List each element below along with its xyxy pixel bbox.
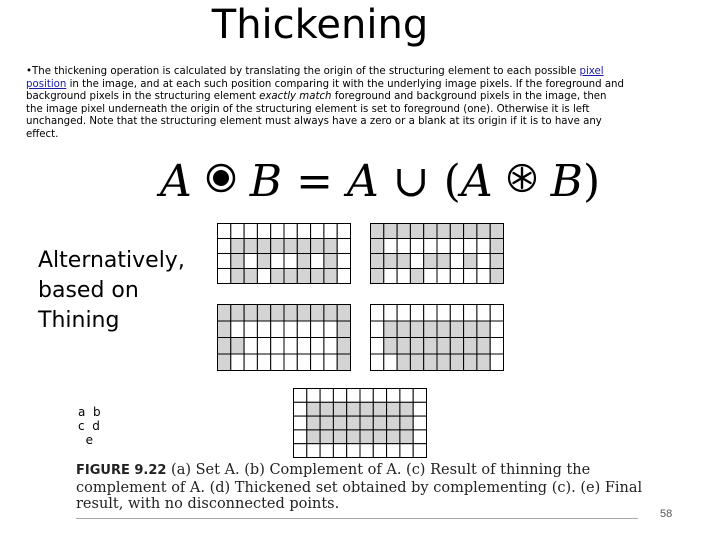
grid-cell: [424, 239, 437, 254]
grid-cell: [244, 254, 257, 269]
grid-cell: [477, 269, 490, 284]
label-a: a: [78, 405, 86, 419]
grid-cell: [373, 444, 386, 458]
grid-cell: [400, 430, 413, 444]
grid-cell: [244, 239, 257, 254]
figure-label-block: [78, 405, 101, 447]
grid-cell: [324, 305, 337, 322]
grid-cell: [337, 338, 350, 355]
thickening-formula: [160, 156, 600, 210]
grid-cell: [307, 444, 320, 458]
grid-cell: [371, 269, 384, 284]
grid-cell: [231, 224, 244, 239]
grid-cell: [490, 239, 503, 254]
grid-cell: [231, 338, 244, 355]
grid-cell: [231, 254, 244, 269]
grid-cell: [424, 224, 437, 239]
grid-a: [217, 223, 351, 284]
grid-cell: [324, 321, 337, 338]
grid-cell: [337, 354, 350, 371]
grid-cell: [437, 269, 450, 284]
grid-cell: [384, 321, 397, 338]
grid-c: [217, 304, 351, 371]
grid-cell: [410, 321, 423, 338]
grid-cell: [384, 305, 397, 322]
grid-cell: [347, 444, 360, 458]
grid-cell: [450, 224, 463, 239]
grid-cell: [464, 338, 477, 355]
exact-match-emphasis: exactly match: [259, 91, 332, 103]
grid-cell: [284, 321, 297, 338]
grid-cell: [257, 269, 270, 284]
grid-cell: [271, 354, 284, 371]
formula-b2: B: [550, 156, 583, 207]
grid-cell: [424, 354, 437, 371]
grid-cell: [284, 305, 297, 322]
grid-cell: [413, 430, 426, 444]
grid-cell: [347, 430, 360, 444]
grid-cell: [400, 444, 413, 458]
formula-a2: A: [347, 156, 379, 207]
grid-cell: [450, 354, 463, 371]
formula-b1: B: [249, 156, 283, 207]
grid-cell: [231, 269, 244, 284]
grid-cell: [333, 444, 346, 458]
grid-cell: [297, 224, 310, 239]
grid-cell: [347, 416, 360, 430]
paragraph-part-1: •The thickening operation is calculated by translating the origin of the structuring element to each possible: [26, 66, 580, 77]
grid-cell: [271, 305, 284, 322]
grid-d: [370, 304, 504, 371]
grid-cell: [410, 338, 423, 355]
grid-cell: [297, 321, 310, 338]
grid-cell: [257, 254, 270, 269]
label-d: d: [92, 419, 100, 433]
grid-cell: [387, 444, 400, 458]
grid-cell: [464, 321, 477, 338]
grid-cell: [320, 416, 333, 430]
formula-right-paren: ): [582, 156, 601, 207]
grid-cell: [450, 321, 463, 338]
grid-cell: [307, 389, 320, 403]
grid-cell: [373, 389, 386, 403]
grid-cell: [244, 354, 257, 371]
grid-cell: [477, 239, 490, 254]
grid-cell: [294, 402, 307, 416]
page-number: 58: [660, 508, 673, 520]
grid-cell: [297, 239, 310, 254]
grid-cell: [397, 354, 410, 371]
grid-cell: [384, 239, 397, 254]
grid-cell: [397, 239, 410, 254]
grid-cell: [284, 269, 297, 284]
grid-cell: [477, 354, 490, 371]
grid-cell: [337, 269, 350, 284]
grid-cell: [490, 254, 503, 269]
grid-cell: [311, 254, 324, 269]
grid-cell: [347, 389, 360, 403]
grid-cell: [244, 321, 257, 338]
grid-cell: [311, 239, 324, 254]
grid-cell: [384, 354, 397, 371]
grid-cell: [400, 389, 413, 403]
grid-cell: [284, 338, 297, 355]
grid-cell: [297, 254, 310, 269]
grid-cell: [371, 254, 384, 269]
alt-line-1: Alternatively,: [38, 248, 185, 273]
grid-cell: [477, 305, 490, 322]
grid-cell: [337, 239, 350, 254]
alternative-note: [38, 246, 185, 336]
alt-line-2: based on: [38, 278, 139, 303]
grid-cell: [218, 305, 231, 322]
grid-cell: [324, 224, 337, 239]
grid-cell: [437, 254, 450, 269]
grid-cell: [437, 305, 450, 322]
grid-cell: [324, 269, 337, 284]
formula-a3: A: [460, 156, 493, 207]
grid-cell: [437, 354, 450, 371]
grid-cell: [371, 239, 384, 254]
grid-cell: [410, 305, 423, 322]
slide-title: Thickening: [211, 2, 429, 48]
grid-cell: [311, 321, 324, 338]
grid-cell: [311, 224, 324, 239]
grid-cell: [284, 354, 297, 371]
grid-cell: [231, 239, 244, 254]
grid-cell: [397, 224, 410, 239]
grid-cell: [311, 338, 324, 355]
grid-cell: [413, 389, 426, 403]
grid-e: [293, 388, 427, 458]
grid-cell: [257, 239, 270, 254]
grid-cell: [311, 354, 324, 371]
grid-cell: [490, 338, 503, 355]
grid-cell: [384, 224, 397, 239]
grid-cell: [271, 224, 284, 239]
label-b: b: [93, 405, 101, 419]
label-e: e: [85, 433, 94, 447]
grid-cell: [490, 224, 503, 239]
grid-cell: [244, 224, 257, 239]
grid-cell: [424, 321, 437, 338]
grid-cell: [333, 430, 346, 444]
grid-cell: [244, 269, 257, 284]
grid-cell: [284, 224, 297, 239]
label-c: c: [78, 419, 85, 433]
grid-cell: [360, 416, 373, 430]
grid-cell: [490, 354, 503, 371]
grid-cell: [424, 305, 437, 322]
figure-caption: [76, 462, 646, 513]
grid-cell: [324, 338, 337, 355]
formula-left-paren: (: [443, 156, 461, 207]
grid-cell: [244, 305, 257, 322]
grid-cell: [271, 321, 284, 338]
grid-cell: [437, 321, 450, 338]
grid-cell: [347, 402, 360, 416]
grid-cell: [384, 254, 397, 269]
grid-cell: [311, 269, 324, 284]
grid-cell: [387, 389, 400, 403]
grid-cell: [271, 239, 284, 254]
grid-cell: [257, 338, 270, 355]
grid-cell: [373, 416, 386, 430]
grid-cell: [371, 224, 384, 239]
grid-cell: [360, 402, 373, 416]
grid-cell: [477, 254, 490, 269]
grid-cell: [320, 444, 333, 458]
grid-cell: [360, 430, 373, 444]
grid-cell: [464, 269, 477, 284]
grid-cell: [410, 224, 423, 239]
grid-cell: [410, 254, 423, 269]
grid-cell: [324, 254, 337, 269]
grid-cell: [297, 354, 310, 371]
grid-cell: [410, 354, 423, 371]
grid-cell: [218, 239, 231, 254]
grid-cell: [297, 269, 310, 284]
grid-cell: [371, 354, 384, 371]
grid-cell: [477, 338, 490, 355]
grid-cell: [284, 239, 297, 254]
grid-cell: [284, 254, 297, 269]
grid-cell: [218, 224, 231, 239]
grid-cell: [437, 239, 450, 254]
grid-cell: [257, 305, 270, 322]
formula-union: ∪: [392, 156, 430, 207]
grid-cell: [397, 338, 410, 355]
description-paragraph: [26, 66, 626, 142]
grid-cell: [320, 389, 333, 403]
figure-number: FIGURE 9.22: [76, 463, 167, 478]
grid-cell: [490, 269, 503, 284]
grid-cell: [477, 321, 490, 338]
grid-cell: [373, 402, 386, 416]
grid-cell: [231, 305, 244, 322]
grid-cell: [464, 239, 477, 254]
grid-cell: [384, 338, 397, 355]
grid-cell: [450, 269, 463, 284]
grid-cell: [464, 354, 477, 371]
grid-cell: [333, 402, 346, 416]
grid-cell: [410, 269, 423, 284]
grid-cell: [218, 354, 231, 371]
grid-cell: [333, 416, 346, 430]
grid-cell: [413, 402, 426, 416]
grid-cell: [297, 338, 310, 355]
grid-cell: [387, 402, 400, 416]
grid-cell: [297, 305, 310, 322]
grid-cell: [271, 269, 284, 284]
grid-cell: [311, 305, 324, 322]
grid-cell: [410, 239, 423, 254]
grid-cell: [450, 254, 463, 269]
grid-cell: [294, 430, 307, 444]
grid-cell: [384, 269, 397, 284]
caption-text: (a) Set A. (b) Complement of A. (c) Result of thinning the complement of A. (d) Thickened set obtained by complementing (c). (e) Final result, with no disconnected points.: [76, 462, 643, 512]
grid-cell: [257, 321, 270, 338]
grid-cell: [450, 239, 463, 254]
grid-cell: [371, 305, 384, 322]
grid-cell: [373, 430, 386, 444]
grid-cell: [387, 430, 400, 444]
grid-cell: [490, 305, 503, 322]
paragraph-part-3: foreground and background pixels in the image, then the image pixel underneath the origin of the structuring element is set to foreground (one). Otherwise it is left unchanged. Note that the structuring element must always have a zero or a blank at its origin if it is to have any effect.: [26, 91, 607, 140]
grid-cell: [371, 338, 384, 355]
grid-cell: [337, 254, 350, 269]
grid-cell: [218, 338, 231, 355]
grid-cell: [231, 321, 244, 338]
grid-cell: [307, 402, 320, 416]
grid-cell: [337, 321, 350, 338]
paragraph-part-2: in the image, and at each such position comparing it with the underlying image pixels. If the foreground and background pixels in the structuring element: [26, 78, 624, 103]
grid-cell: [337, 224, 350, 239]
grid-cell: [413, 444, 426, 458]
alt-line-3: Thining: [38, 308, 120, 333]
grid-cell: [218, 321, 231, 338]
grid-cell: [320, 402, 333, 416]
grid-cell: [271, 254, 284, 269]
grid-cell: [397, 321, 410, 338]
grid-cell: [464, 254, 477, 269]
grid-cell: [307, 416, 320, 430]
grid-cell: [360, 444, 373, 458]
grid-cell: [257, 354, 270, 371]
grid-cell: [464, 224, 477, 239]
grid-cell: [371, 321, 384, 338]
grid-cell: [450, 338, 463, 355]
grid-cell: [324, 354, 337, 371]
circle-dot-icon: [206, 153, 236, 204]
grid-cell: [450, 305, 463, 322]
formula-equals: =: [296, 156, 333, 207]
grid-cell: [413, 416, 426, 430]
grid-cell: [477, 224, 490, 239]
grid-cell: [424, 269, 437, 284]
circled-asterisk-icon: [507, 153, 537, 204]
grid-cell: [218, 269, 231, 284]
grid-cell: [397, 254, 410, 269]
grid-cell: [294, 444, 307, 458]
grid-cell: [424, 254, 437, 269]
grid-cell: [257, 224, 270, 239]
grid-cell: [400, 416, 413, 430]
grid-cell: [437, 338, 450, 355]
grid-cell: [307, 430, 320, 444]
pixel-position-link[interactable]: pixel position: [26, 66, 604, 90]
grid-cell: [333, 389, 346, 403]
grid-cell: [464, 305, 477, 322]
grid-cell: [271, 338, 284, 355]
grid-cell: [337, 305, 350, 322]
footer-divider: [76, 518, 638, 519]
grid-cell: [218, 254, 231, 269]
grid-cell: [397, 269, 410, 284]
grid-cell: [387, 416, 400, 430]
grid-cell: [397, 305, 410, 322]
grid-b: [370, 223, 504, 284]
grid-cell: [437, 224, 450, 239]
grid-cell: [231, 354, 244, 371]
grid-cell: [244, 338, 257, 355]
grid-cell: [490, 321, 503, 338]
grid-cell: [294, 389, 307, 403]
grid-cell: [294, 416, 307, 430]
grid-cell: [360, 389, 373, 403]
grid-cell: [424, 338, 437, 355]
formula-a1: A: [160, 156, 192, 207]
grid-cell: [324, 239, 337, 254]
grid-cell: [400, 402, 413, 416]
grid-cell: [320, 430, 333, 444]
